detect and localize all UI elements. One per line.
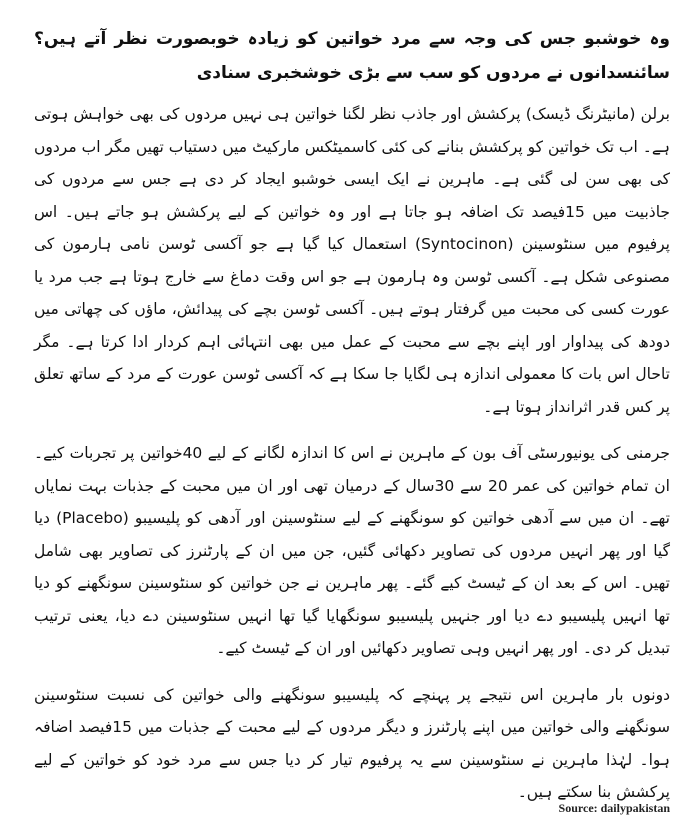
source-credit: Source: dailypakistan <box>558 801 670 815</box>
article-paragraph-1: برلن (مانیٹرنگ ڈیسک) پرکشش اور جاذب نظر لگنا خواتین ہی نہیں مردوں کی بھی خواہش ہوتی ہے۔ اب تک خواتین کو پرکشش بنانے کی کئی کاسمیٹکس مارکیٹ میں دستیاب تھیں مگر اب مردوں کی بھی سن لی گئی ہے۔ ماہرین نے ایک ایسی خوشبو ایجاد کر دی ہے جس سے مردوں کی جاذبیت میں 15فیصد تک اضافہ ہو جاتا ہے اور وہ خواتین کے لیے پرکشش ہو جاتے ہیں۔ اس پرفیوم میں سنٹوسینن (Syntocinon) استعمال کیا گیا ہے جو آکسی ٹوسن نامی ہارمون کی مصنوعی شکل ہے۔ آکسی ٹوسن وہ ہارمون ہے جو اس وقت دماغ سے خارج ہوتا ہے جب مرد یا عورت کسی کی محبت میں گرفتار ہوتے ہیں۔ آکسی ٹوسن بچے کی پیدائش، ماؤں کی چھاتی میں دودھ کی پیداوار اور اپنے بچے سے محبت کے عمل میں بھی انتہائی اہم کردار ادا کرتا ہے۔ مگر تاحال اس بات کا معمولی اندازہ ہی لگایا جا سکا ہے کہ آکسی ٹوسن عورت کے مرد کے ساتھ تعلق پر کس قدر اثرانداز ہوتا ہے۔ <box>34 105 671 416</box>
article <box>34 22 670 823</box>
article-headline: وہ خوشبو جس کی وجہ سے مرد خواتین کو زیادہ خوبصورت نظر آتے ہیں؟ سائنسدانوں نے مردوں کو سب سے بڑی خوشخبری سنادی <box>34 29 670 83</box>
article-paragraph-2: جرمنی کی یونیورسٹی آف بون کے ماہرین نے اس کا اندازہ لگانے کے لیے 40خواتین پر تجربات کیے۔ ان تمام خواتین کی عمر 20 سے 30سال کے درمیان تھی اور ان میں محبت کے جذبات بہت نمایاں تھے۔ ان میں سے آدھی خواتین کو سونگھنے کے لیے سنٹوسینن اور آدھی کو پلیسیبو (Placebo) دیا گیا اور پھر انہیں مردوں کی تصاویر دکھائی گئیں، جن میں ان کے پارٹنرز کی تصاویر بھی شامل تھیں۔ اس کے بعد ان کے ٹیسٹ کیے گئے۔ پھر ماہرین نے جن خواتین کو سنٹوسینن سونگھنے کو دیا تھا انہیں پلیسیبو دے دیا اور جنہیں پلیسیبو سونگھایا گیا تھا انہیں سنٹوسینن دے دیا، یعنی ترتیب تبدیل کر دی۔ اور پھر انہیں وہی تصاویر دکھائیں اور ان کے ٹیسٹ کیے۔ <box>34 444 670 657</box>
article-paragraph-3: دونوں بار ماہرین اس نتیجے پر پہنچے کہ پلیسیبو سونگھنے والی خواتین کی نسبت سنٹوسینن سونگھنے والی خواتین میں اپنے پارٹنرز و دیگر مردوں کے لیے محبت کے جذبات میں 15فیصد اضافہ ہوا۔ لہٰذا ماہرین نے سنٹوسینن سے یہ پرفیوم تیار کر دیا جس سے مرد خود کو خواتین کے لیے پرکشش بنا سکتے ہیں۔ <box>34 685 670 801</box>
